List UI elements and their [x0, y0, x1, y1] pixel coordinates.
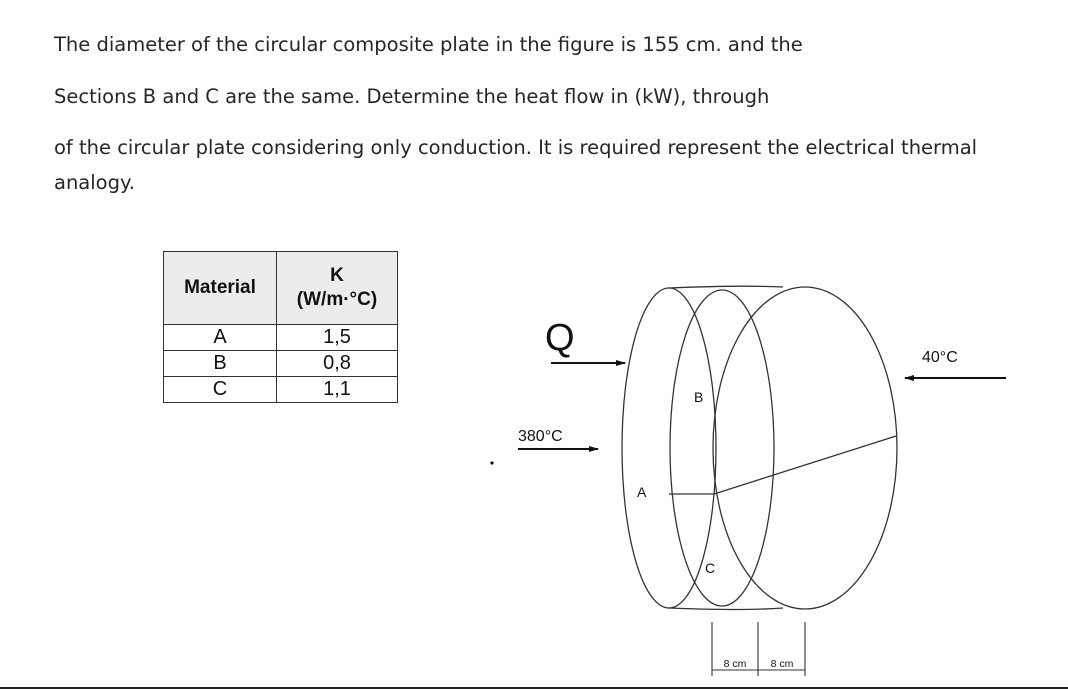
k-cell: 1,5 [277, 325, 398, 351]
header-k-unit: (W/m·°C) [296, 289, 378, 310]
section-a-label: A [637, 484, 647, 500]
top-edge [669, 286, 783, 288]
material-cell: C [164, 377, 277, 403]
front-face-ellipse [622, 288, 716, 608]
problem-line-2: Sections B and C are the same. Determine the heat flow in (kW), through [54, 85, 770, 108]
section-b-label: B [694, 389, 704, 405]
division-line-diagonal [714, 436, 896, 494]
header-material: Material [164, 252, 277, 325]
k-cell: 0,8 [277, 351, 398, 377]
cold-temperature-label: 40°C [922, 349, 958, 366]
thickness-right-label: 8 cm [770, 658, 794, 670]
interface-ellipse [670, 290, 774, 606]
header-k-symbol: K [330, 265, 344, 286]
section-c-label: C [705, 560, 716, 576]
bottom-divider [0, 687, 1068, 689]
bottom-edge [669, 608, 783, 610]
problem-line-4: analogy. [54, 171, 135, 194]
material-cell: B [164, 351, 277, 377]
heat-flow-symbol: Q [545, 317, 575, 359]
problem-line-1: The diameter of the circular composite plate in the figure is 155 cm. and the [54, 33, 803, 56]
thickness-left-label: 8 cm [723, 658, 747, 670]
plate-outline [622, 286, 897, 609]
material-cell: A [164, 325, 277, 351]
problem-line-3: of the circular plate considering only conduction. It is required represent the electrical thermal [54, 136, 978, 159]
back-face-ellipse [713, 287, 897, 609]
k-cell: 1,1 [277, 377, 398, 403]
stray-dot [490, 461, 493, 464]
hot-temperature-label: 380°C [518, 428, 563, 445]
